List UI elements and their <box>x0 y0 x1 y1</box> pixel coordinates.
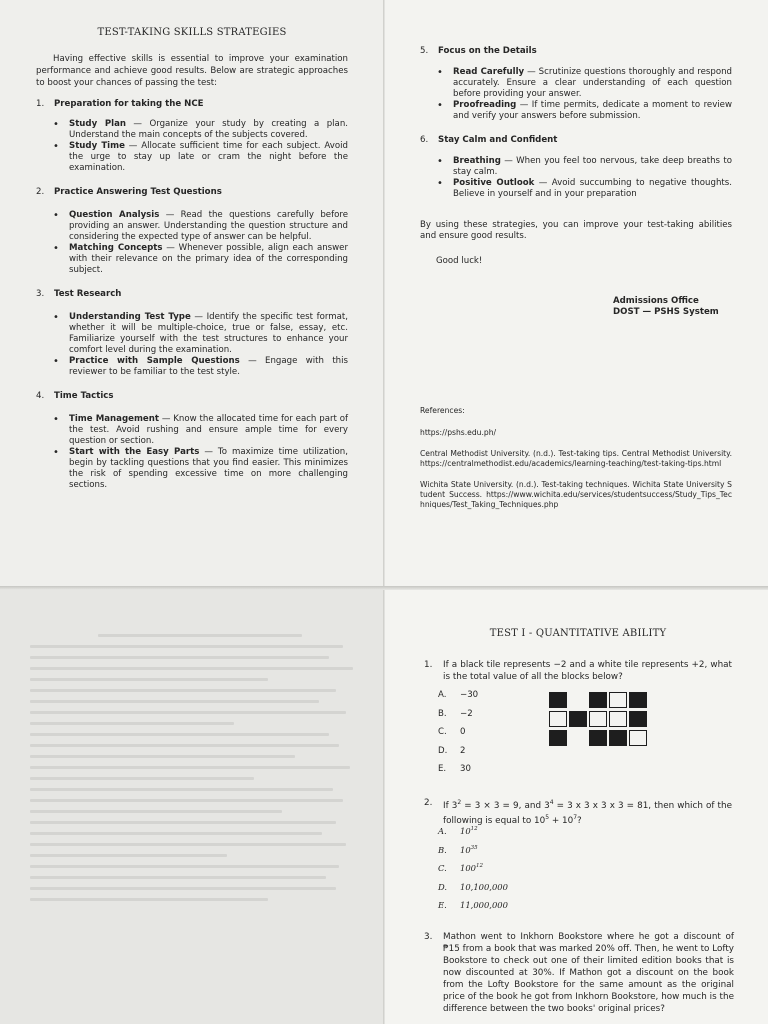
black-tile <box>569 711 587 727</box>
black-tile <box>589 692 607 708</box>
section-heading: Practice Answering Test Questions <box>54 187 222 197</box>
choice-d[interactable]: D. 2 <box>438 745 466 756</box>
section-heading: Stay Calm and Confident <box>438 135 558 145</box>
list-item: • Read Carefully — Scrutinize questions thoroughly and respond accurately. Ensure a clear understanding of each question before providing your answer. <box>420 67 732 100</box>
white-tile <box>629 730 647 746</box>
black-tile <box>549 692 567 708</box>
choice-a[interactable]: A. −30 <box>438 690 479 700</box>
choice-c[interactable]: C. 100 12 <box>438 863 483 873</box>
choice-c[interactable]: C. 0 <box>438 727 466 737</box>
question-2-choices <box>438 826 508 919</box>
list-item: • Practice with Sample Questions — Engage with this reviewer to be familiar to the test style. <box>36 356 348 378</box>
empty-tile-slot <box>569 730 587 746</box>
section-6: 6. Stay Calm and Confident • Breathing — When you feel too nervous, take deep breaths to stay calm. • Positive Outlook — Avoid succumbing to negative thoughts. Believe in yourself and in your preparation <box>420 135 732 200</box>
white-tile <box>609 692 627 708</box>
question-2: 2. If $3^2 = 3 \times 3 = 9$, and $3^4 = 3$ x 3 x 3 x 3 = 81, then which of the following is equal to $10^5 + 10^7$? <box>424 798 732 826</box>
strategies-page-left <box>36 27 348 491</box>
black-tile <box>629 711 647 727</box>
section-2: 2. Practice Answering Test Questions • Question Analysis — Read the questions carefully before providing an answer. Understanding the question structure and considering the expected type of answer can be helpful. • Matching Concepts — Whenever possible, align each answer with their relevance on the primary idea of the corresponding subject. <box>36 187 348 276</box>
list-item: • Proofreading — If time permits, dedicate a moment to review and verify your answers before submission. <box>420 100 732 122</box>
choice-b[interactable]: B. 10 35 <box>438 844 478 855</box>
black-tile <box>549 730 567 746</box>
reference-item: Central Methodist University. (n.d.). Test-taking tips. Central Methodist University. https://centralmethodist.edu/academics/learning-teaching/test-taking-tips.html <box>420 449 732 468</box>
choice-e[interactable]: E. 11,000,000 <box>438 900 508 910</box>
list-item: • Study Time — Allocate sufficient time for each subject. Avoid the urge to stay up late or cram the night before the examination. <box>36 141 348 174</box>
vertical-fold <box>383 0 385 1024</box>
black-tile <box>609 730 627 746</box>
signature-office: Admissions Office <box>613 296 699 306</box>
closing-paragraph: By using these strategies, you can improve your test-taking abilities and ensure good results. <box>420 220 732 241</box>
section-heading: Preparation for taking the NCE <box>54 99 204 109</box>
section-heading: Time Tactics <box>54 391 114 401</box>
list-item: • Positive Outlook — Avoid succumbing to negative thoughts. Believe in yourself and in your preparation <box>420 178 732 200</box>
question-text: Mathon went to Inkhorn Bookstore where he got a discount of ₱15 from a book that was marked 20% off. Then, he went to Lofty Bookstore to check out one of their limited edition books that is now discounted at 30%. If Mathon got a discount on the book from the Lofty Bookstore for the same amount as the original price of the book he got from Inkhorn Bookstore, how much is the difference between the two books' original prices? <box>443 932 734 1014</box>
references-block <box>420 406 732 510</box>
black-tile <box>629 692 647 708</box>
section-5: 5. Focus on the Details • Read Carefully — Scrutinize questions thoroughly and respond accurately. Ensure a clear understanding of each question before providing your answer. • Proofreading — If time permits, dedicate a moment to review and verify your answers before submission. <box>420 46 732 122</box>
reference-item: https://pshs.edu.ph/ <box>420 428 497 437</box>
white-tile <box>609 711 627 727</box>
strategies-page-right <box>420 46 732 510</box>
section-heading: Test Research <box>54 289 122 299</box>
horizontal-fold <box>0 586 768 590</box>
choice-d[interactable]: D. 10,100,000 <box>438 881 508 892</box>
list-item: • Time Management — Know the allocated time for each part of the test. Avoid rushing and ensure ample time for every question or section. <box>36 414 348 447</box>
good-luck: Good luck! <box>436 256 483 266</box>
black-tile <box>589 730 607 746</box>
signature-org: DOST — PSHS System <box>613 307 719 317</box>
question-1: 1. If a black tile represents −2 and a white tile represents +2, what is the total value of all the blocks below? <box>424 660 732 682</box>
section-4: 4. Time Tactics • Time Management — Know the allocated time for each part of the test. Avoid rushing and ensure ample time for every question or section. • Start with the Easy Parts — To maximize time utilization, begin by tackling questions that you find easier. This minimizes the risk of spending excessive time on more challenging sections. <box>36 391 348 491</box>
list-item: • Study Plan — Organize your study by creating a plan. Understand the main concepts of the subjects covered. <box>36 119 348 141</box>
question-3: 3. Mathon went to Inkhorn Bookstore where he got a discount of ₱15 from a book that was marked 20% off. Then, he went to Lofty Bookstore to check out one of their limited edition books that is now discounted at 30%. If Mathon got a discount on the book from the Lofty Bookstore for the same amount as the original price of the book he got from Inkhorn Bookstore, how much is the difference between the two books' original prices? <box>424 932 734 1014</box>
list-item: • Question Analysis — Read the questions carefully before providing an answer. Understanding the question structure and considering the expected type of answer can be helpful. <box>36 210 348 243</box>
question-1-choices <box>438 690 478 783</box>
page-title: TEST-TAKING SKILLS STRATEGIES <box>97 27 287 38</box>
section-3: 3. Test Research • Understanding Test Type — Identify the specific test format, whether it will be multiple-choice, true or false, essay, etc. Familiarize yourself with the test structures to enhance your comfort level during the examination. • Practice with Sample Questions — Engage with this reviewer to be familiar to the test style. <box>36 289 348 378</box>
page-bottom-left-reverse <box>0 588 384 1024</box>
tile-figure <box>549 692 647 746</box>
references-label: References: <box>420 406 465 415</box>
test-title: TEST I - QUANTITATIVE ABILITY <box>489 628 667 639</box>
white-tile <box>589 711 607 727</box>
list-item: • Start with the Easy Parts — To maximize time utilization, begin by tackling questions that you find easier. This minimizes the risk of spending excessive time on more challenging sections. <box>36 447 348 491</box>
empty-tile-slot <box>569 692 587 708</box>
white-tile <box>549 711 567 727</box>
choice-b[interactable]: B. −2 <box>438 708 473 719</box>
question-text: If $3^2 = 3 \times 3 = 9$, and $3^4 = 3$ x 3 x 3 x 3 = 81, then which of the following is equal to $10^5 + 10^7$? <box>443 799 732 826</box>
question-text: If a black tile represents −2 and a white tile represents +2, what is the total value of all the blocks below? <box>443 660 732 682</box>
list-item: • Understanding Test Type — Identify the specific test format, whether it will be multiple-choice, true or false, essay, etc. Familiarize yourself with the test structures to enhance your comfort level during the examination. <box>36 312 348 356</box>
intro-paragraph: Having effective skills is essential to improve your examination performance and achieve good results. Below are strategic approaches to boost your chances of passing the test: <box>36 54 348 88</box>
choice-e[interactable]: E. 30 <box>438 764 471 774</box>
signature-block <box>613 296 732 318</box>
section-1: 1. Preparation for taking the NCE • Study Plan — Organize your study by creating a plan. Understand the main concepts of the subjects covered. • Study Time — Allocate sufficient time for each subject. Avoid the urge to stay up late or cram the night before the examination. <box>36 99 348 174</box>
choice-a[interactable]: A. 10 12 <box>438 826 478 836</box>
bleed-through-text <box>30 598 370 909</box>
list-item: • Matching Concepts — Whenever possible, align each answer with their relevance on the primary idea of the corresponding subject. <box>36 243 348 276</box>
section-heading: Focus on the Details <box>438 46 537 56</box>
reference-item: Wichita State University. (n.d.). Test-taking techniques. Wichita State University Student Success. https://www.wichita.edu/services/studentsuccess/Study_Tips_Techniques/Test_Taking_Techniques.php <box>420 480 732 509</box>
list-item: • Breathing — When you feel too nervous, take deep breaths to stay calm. <box>420 156 732 178</box>
